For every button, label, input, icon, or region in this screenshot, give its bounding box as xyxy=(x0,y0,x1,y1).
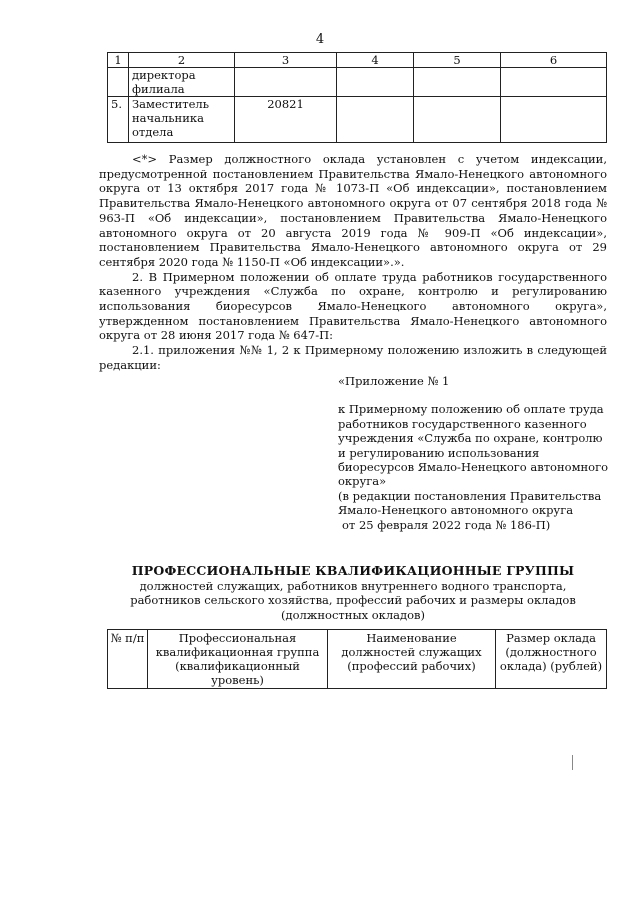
heading-subtitle: работников сельского хозяйства, профессий рабочих и размеры окладов xyxy=(130,593,576,607)
table-cell xyxy=(414,68,501,97)
section-heading xyxy=(99,564,607,622)
table-cell xyxy=(337,68,414,97)
column-header-group: Профессиональная квалификационная группа (квалификационный уровень) xyxy=(148,630,328,689)
table-cell xyxy=(235,68,337,97)
column-header-salary: Размер оклада (должностного оклада) (рублей) xyxy=(496,630,607,689)
table-row xyxy=(108,97,607,143)
header-cell: 2 xyxy=(129,53,235,68)
appendix-block xyxy=(338,374,610,532)
table-row xyxy=(108,68,607,97)
body-text xyxy=(99,152,607,373)
table-cell xyxy=(337,97,414,143)
item-2-1-paragraph: 2.1. приложения №№ 1, 2 к Примерному положению изложить в следующей редакции: xyxy=(99,343,607,372)
table-cell: 5. xyxy=(108,97,129,143)
header-cell: 4 xyxy=(337,53,414,68)
header-cell: 5 xyxy=(414,53,501,68)
header-cell: 3 xyxy=(235,53,337,68)
table-cell xyxy=(501,68,607,97)
salary-table-continued xyxy=(107,52,607,143)
scan-mark xyxy=(572,755,573,770)
header-cell: 6 xyxy=(501,53,607,68)
heading-subtitle: (должностных окладов) xyxy=(281,607,425,622)
appendix-title: «Приложение № 1 xyxy=(338,374,450,388)
table-header-row xyxy=(108,53,607,68)
column-header-position: Наименование должностей служащих (профессий рабочих) xyxy=(328,630,496,689)
table-cell: Заместитель начальника отдела xyxy=(129,97,235,143)
table-header-row xyxy=(108,630,607,689)
header-cell: 1 xyxy=(108,53,129,68)
table-cell: директора филиала xyxy=(129,68,235,97)
footnote-paragraph: <*> Размер должностного оклада установлен с учетом индексации, предусмотренной постановлением Правительства Ямало-Ненецкого автономного округа от 13 октября 2017 года № 1073-П «Об индексации», постановлением Правительства Ямало-Ненецкого автономного округа от 07 сентября 2018 года № 963-П «Об индексации», постановлением Правительства Ямало-Ненецкого автономного округа от 20 августа 2019 года № 909-П «Об индексации», постановлением Правительства Ямало-Ненецкого автономного округа от 29 сентября 2020 года № 1150-П «Об индексации».». xyxy=(99,152,607,269)
page-number: 4 xyxy=(315,32,325,47)
heading-title: ПРОФЕССИОНАЛЬНЫЕ КВАЛИФИКАЦИОННЫЕ ГРУППЫ xyxy=(131,563,575,578)
qualification-groups-table xyxy=(107,629,607,689)
table-cell: 20821 xyxy=(235,97,337,143)
appendix-body: к Примерному положению об оплате труда работников государственного казенного учреждения «Служба по охране, контролю и регулированию использования биоресурсов Ямало-Ненецкого автономного округа» xyxy=(338,402,609,489)
table-cell xyxy=(501,97,607,143)
appendix-edition: (в редакции постановления Правительства Ямало-Ненецкого автономного округа xyxy=(338,488,602,518)
table-cell xyxy=(108,68,129,97)
item-2-paragraph: 2. В Примерном положении об оплате труда работников государственного казенного учреждения «Служба по охране, контролю и регулированию использования биоресурсов Ямало-Ненецкого автономного округа», утвержденном постановлением Правительства Ямало-Ненецкого автономного округа от 28 июня 2017 года № 647-П: xyxy=(99,269,607,343)
column-header-number: № п/п xyxy=(108,630,148,689)
appendix-edition-date: от 25 февраля 2022 года № 186-П) xyxy=(342,517,551,532)
heading-subtitle: должностей служащих, работников внутреннего водного транспорта, xyxy=(139,578,567,593)
table-cell xyxy=(414,97,501,143)
